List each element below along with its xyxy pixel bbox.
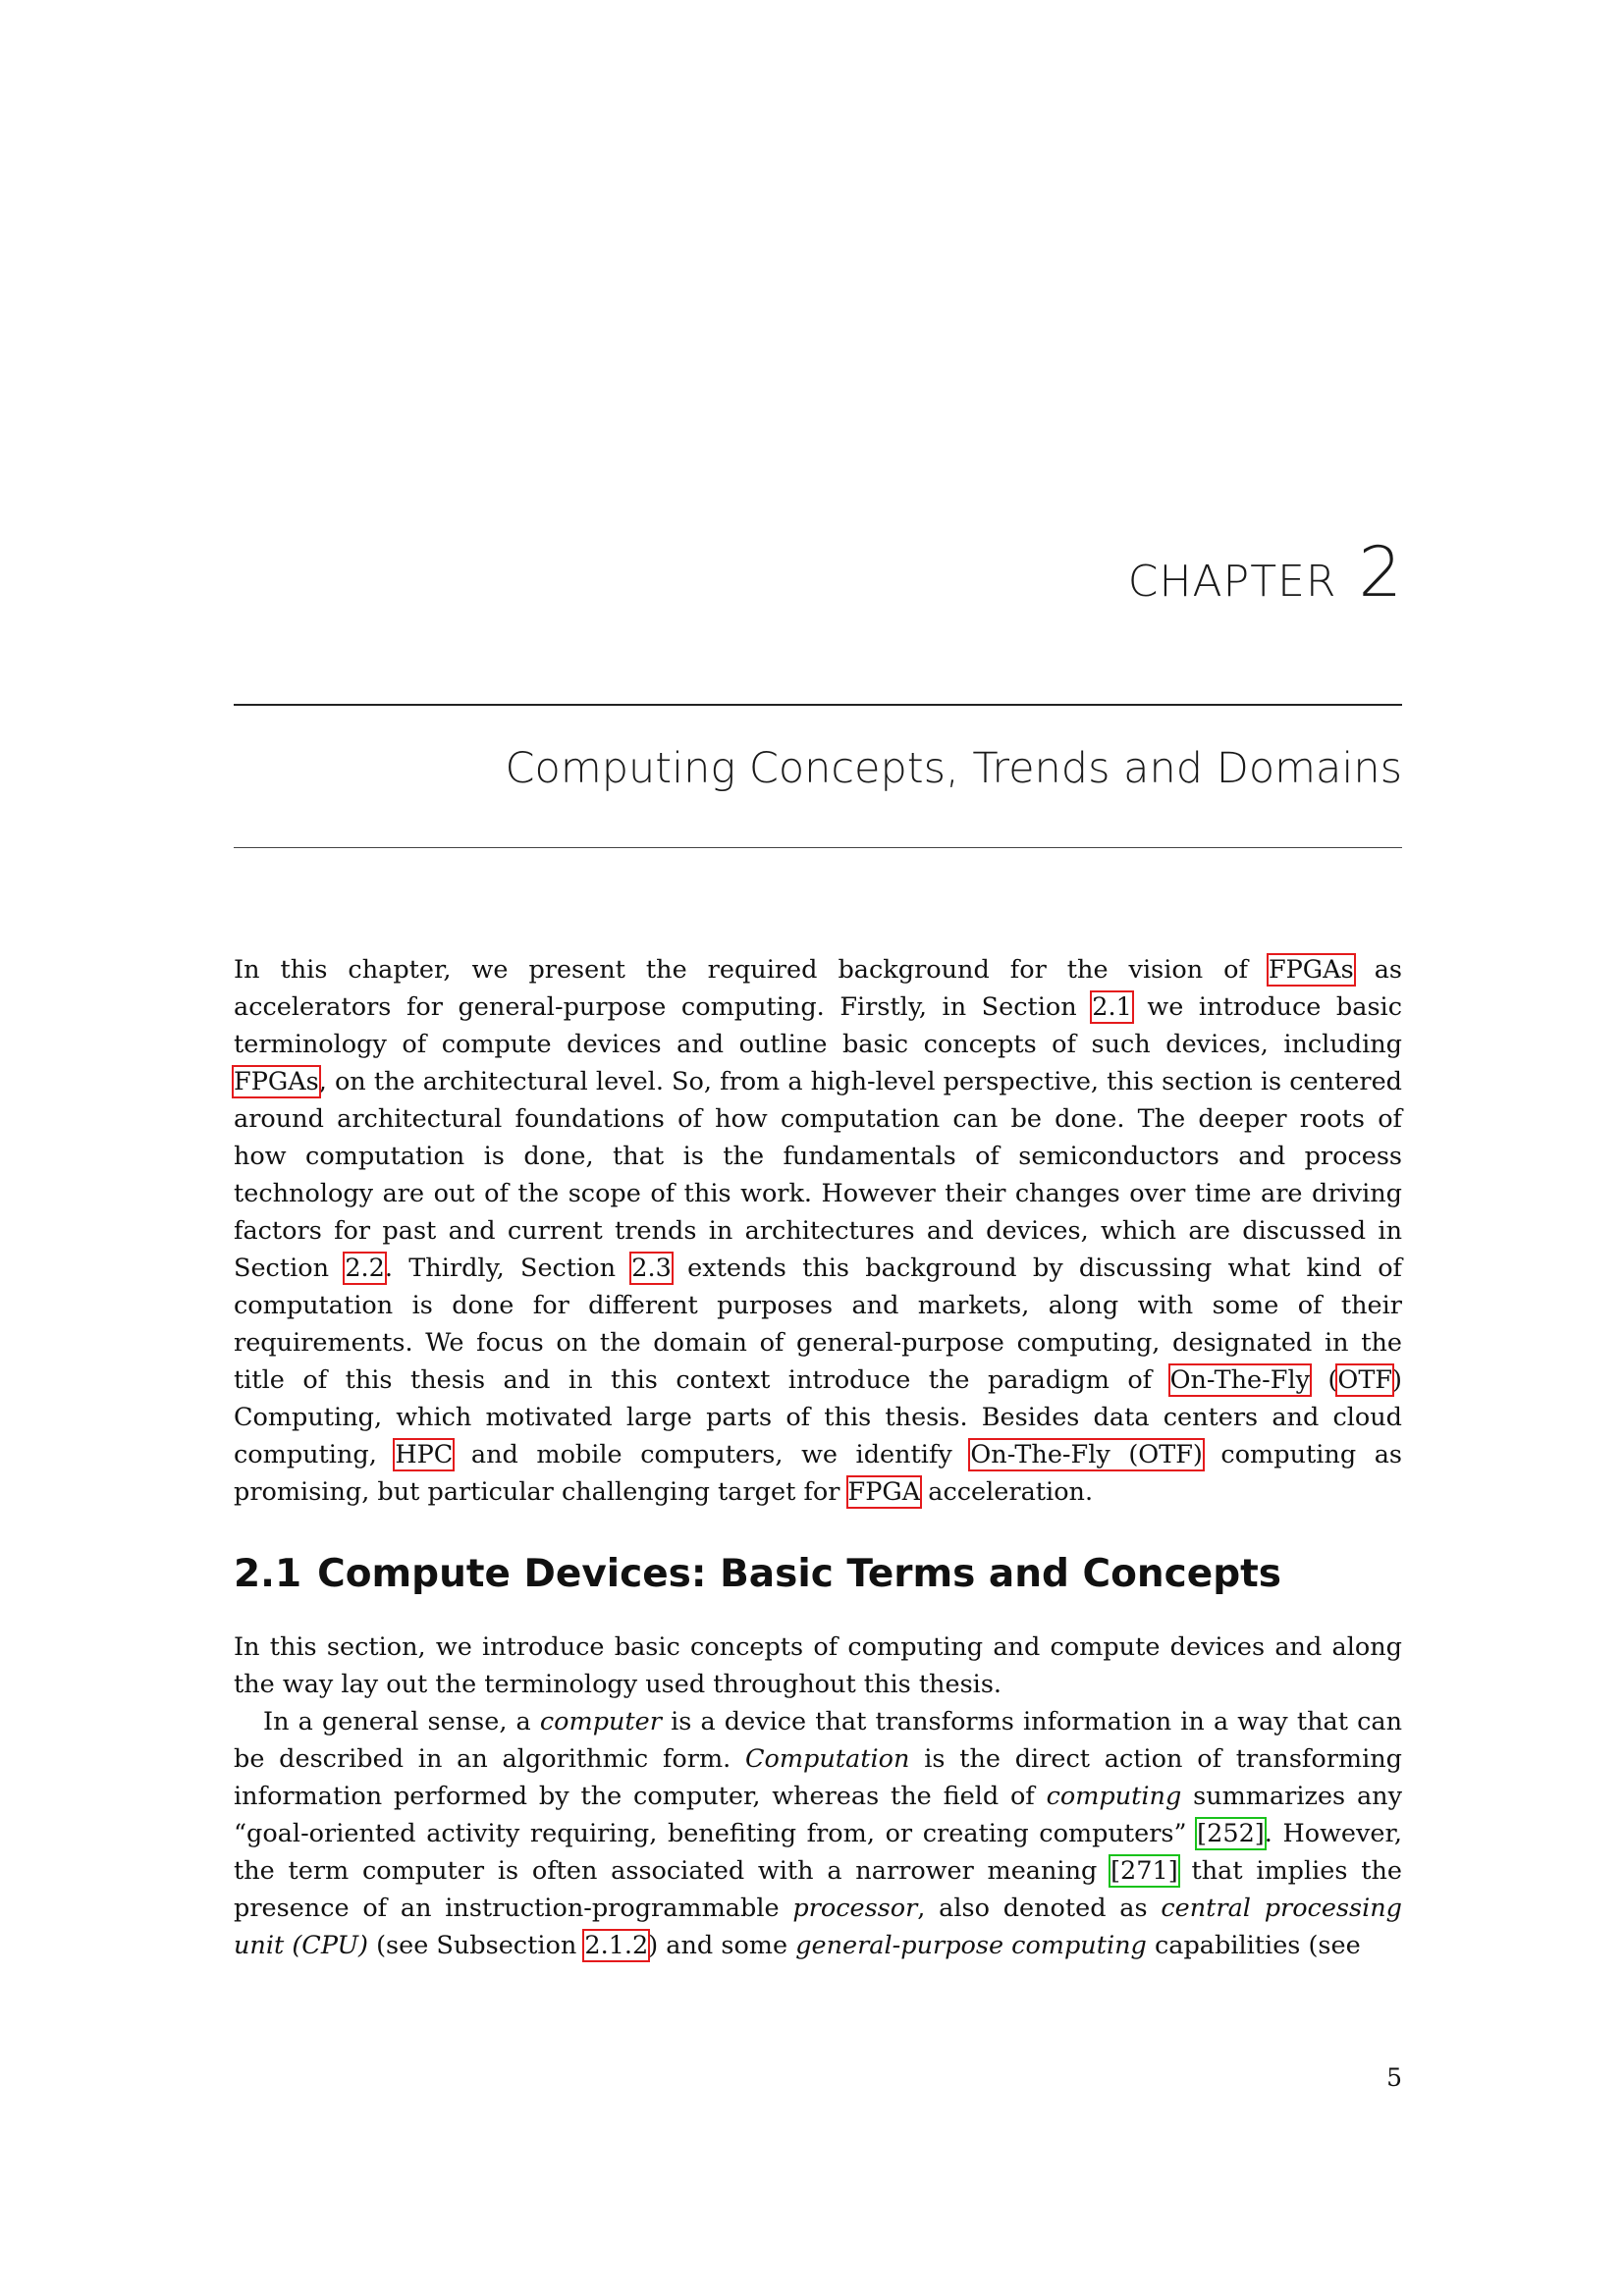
chapter-rule-bottom (234, 847, 1402, 848)
intro-text: extends this background by discussing what kind of computation is done for different purposes and markets, along with some of their requirements. We focus on the domain of general-purpose computing, designated in the title of this thesis and in this context introduce the paradigm of (234, 1254, 1402, 1395)
chapter-rule-top (234, 704, 1402, 706)
intro-text: acceleration. (920, 1477, 1094, 1507)
section-paragraph-1: In this section, we introduce basic concepts of computing and compute devices and along the way lay out the terminology used throughout this thesis. (234, 1632, 1402, 1699)
paragraph-text: ) and some (648, 1931, 796, 1960)
acronym-link-hpc[interactable]: HPC (395, 1440, 454, 1469)
intro-text: as accelerators for general-purpose computing. Firstly, in Section (234, 955, 1402, 1022)
intro-text: ( (1310, 1365, 1338, 1395)
glossary-link-on-the-fly[interactable]: On-The-Fly (1169, 1365, 1311, 1395)
intro-text: ) Computing, which motivated large parts of this thesis. Besides data centers and cloud computing, (234, 1365, 1402, 1469)
section-number: 2.1 (234, 1552, 302, 1596)
paragraph-text: is a device that transforms information in a way that can be described in an algorithmic form. (234, 1707, 1402, 1774)
paragraph-text: In a general sense, a (263, 1707, 540, 1736)
section-paragraph-2 (234, 1703, 1402, 1964)
section-title: Compute Devices: Basic Terms and Concepts (317, 1552, 1282, 1596)
emphasis-term: general-purpose computing (795, 1931, 1147, 1960)
paragraph-text: . However, the term computer is often associated with a narrower meaning (234, 1819, 1402, 1886)
intro-text: , on the architectural level. So, from a high-level perspective, this section is centered around architectural foundations of how computation can be done. The deeper roots of how computation is done, that is the fundamentals of semiconductors and process technology are out of the scope of this work. However their changes over time are driving factors for past and current trends in architectures and devices, which are discussed in Section (234, 1067, 1402, 1283)
intro-text: In this chapter, we present the required background for the vision of (234, 955, 1269, 985)
chapter-label (1127, 532, 1402, 613)
acronym-link-fpgas[interactable]: FPGAs (1268, 955, 1354, 985)
acronym-link-otf[interactable]: OTF (1337, 1365, 1393, 1395)
section-link-2-1[interactable]: 2.1 (1092, 992, 1132, 1022)
acronym-link-fpga[interactable]: FPGA (847, 1477, 921, 1507)
intro-text: we introduce basic terminology of compute devices and outline basic concepts of such devices, including (234, 992, 1402, 1059)
section-link-2-2[interactable]: 2.2 (345, 1254, 385, 1283)
emphasis-term: computer (539, 1707, 662, 1736)
section-link-2-3[interactable]: 2.3 (631, 1254, 672, 1283)
intro-text: and mobile computers, we identify (453, 1440, 971, 1469)
emphasis-term: Computation (745, 1744, 910, 1774)
intro-text: computing as promising, but particular challenging target for (234, 1440, 1402, 1507)
subsection-link-2-1-2[interactable]: 2.1.2 (584, 1931, 649, 1960)
paragraph-text: capabilities (see (1146, 1931, 1361, 1960)
citation-link-252[interactable]: [252] (1197, 1819, 1265, 1848)
chapter-number: 2 (1358, 532, 1402, 613)
page-number: 5 (1386, 2063, 1402, 2092)
section-heading (234, 1554, 1281, 1596)
chapter-word: CHAPTER (1127, 557, 1337, 607)
intro-paragraph (234, 951, 1402, 1511)
acronym-link-on-the-fly-otf[interactable]: On-The-Fly (OTF) (970, 1440, 1203, 1469)
paragraph-text: , also denoted as (917, 1894, 1162, 1923)
intro-text: . Thirdly, Section (384, 1254, 632, 1283)
emphasis-term: computing (1046, 1782, 1182, 1811)
acronym-link-fpgas[interactable]: FPGAs (234, 1067, 319, 1096)
emphasis-term: central processing unit (CPU) (234, 1894, 1403, 1960)
paragraph-text: is the direct action of transforming information performed by the computer, whereas the field of (234, 1744, 1402, 1811)
chapter-title: Computing Concepts, Trends and Domains (505, 744, 1402, 793)
paragraph-text: that implies the presence of an instruction-programmable (234, 1856, 1402, 1923)
emphasis-term: processor (792, 1894, 918, 1923)
citation-link-271[interactable]: [271] (1110, 1856, 1178, 1886)
paragraph-text: summarizes any “goal-oriented activity requiring, benefiting from, or creating computers” (234, 1782, 1402, 1848)
paragraph-text: (see Subsection (367, 1931, 585, 1960)
